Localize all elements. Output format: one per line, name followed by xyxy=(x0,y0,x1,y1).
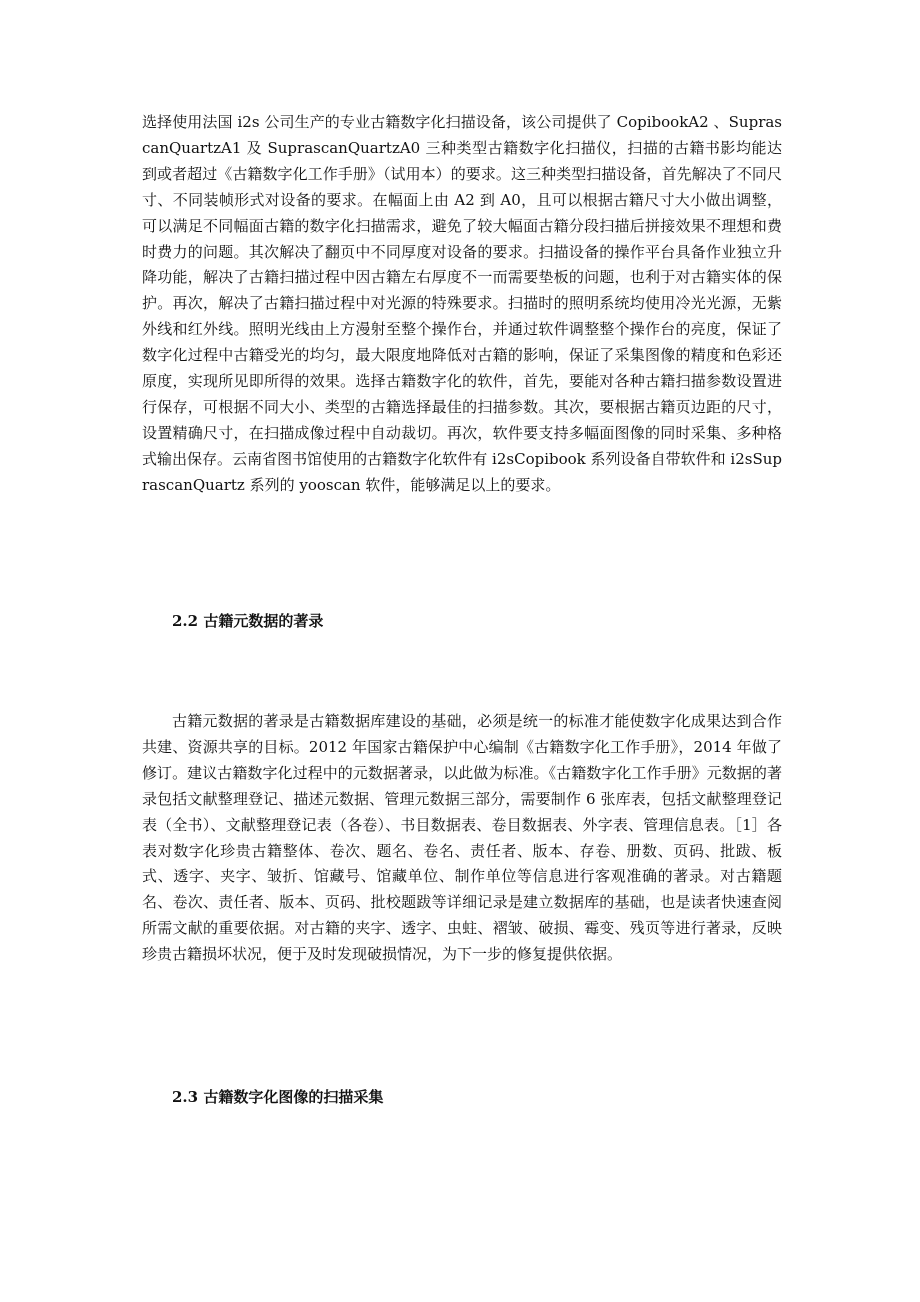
section-heading-2-2: 2.2 古籍元数据的著录 xyxy=(172,612,324,630)
section-heading-2-3: 2.3 古籍数字化图像的扫描采集 xyxy=(172,1088,384,1106)
body-paragraph-metadata-cataloguing: 古籍元数据的著录是古籍数据库建设的基础，必须是统一的标准才能使数字化成果达到合作共建、资源共享的目标。2012 年国家古籍保护中心编制《古籍数字化工作手册》，2014 年做了修订。建议古籍数字化过程中的元数据著录，以此做为标准。《古籍数字化工作手册》元数据的著录包括文献整理登记、描述元数据、管理元数据三部分，需要制作 6 张库表，包括文献整理登记表（全书）、文献整理登记表（各卷）、书目数据表、卷目数据表、外字表、管理信息表。［1］各表对数字化珍贵古籍整体、卷次、题名、卷名、责任者、版本、存卷、册数、页码、批跋、板式、透字、夹字、皱折、馆藏号、馆藏单位、制作单位等信息进行客观准确的著录。对古籍题名、卷次、责任者、版本、页码、批校题跋等详细记录是建立数据库的基础，也是读者快速查阅所需文献的重要依据。对古籍的夹字、透字、虫蛀、褶皱、破损、霉变、残页等进行著录，反映珍贵古籍损坏状况，便于及时发现破损情况，为下一步的修复提供依据。 xyxy=(142,712,782,964)
body-paragraph-scanning-equipment: 选择使用法国 i2s 公司生产的专业古籍数字化扫描设备，该公司提供了 CopibookA2 、SuprascanQuartzA1 及 SuprascanQuartzA0 三种类型古籍数字化扫描仪，扫描的古籍书影均能达到或者超过《古籍数字化工作手册》（试用本）的要求。这三种类型扫描设备，首先解决了不同尺寸、不同装帧形式对设备的要求。在幅面上由 A2 到 A0，且可以根据古籍尺寸大小做出调整，可以满足不同幅面古籍的数字化扫描需求，避免了较大幅面古籍分段扫描后拼接效果不理想和费时费力的问题。其次解决了翻页中不同厚度对设备的要求。扫描设备的操作平台具备作业独立升降功能，解决了古籍扫描过程中因古籍左右厚度不一而需要垫板的问题，也利于对古籍实体的保护。再次，解决了古籍扫描过程中对光源的特殊要求。扫描时的照明系统均使用冷光光源，无紫外线和红外线。照明光线由上方漫射至整个操作台，并通过软件调整整个操作台的亮度，保证了数字化过程中古籍受光的均匀，最大限度地降低对古籍的影响，保证了采集图像的精度和色彩还原度，实现所见即所得的效果。选择古籍数字化的软件，首先，要能对各种古籍扫描参数设置进行保存，可根据不同大小、类型的古籍选择最佳的扫描参数。其次，要根据古籍页边距的尺寸，设置精确尺寸，在扫描成像过程中自动裁切。再次，软件要支持多幅面图像的同时采集、多种格式输出保存。云南省图书馆使用的古籍数字化软件有 i2sCopibook 系列设备自带软件和 i2sSuprascanQuartz 系列的 yooscan 软件，能够满足以上的要求。 xyxy=(142,113,782,494)
